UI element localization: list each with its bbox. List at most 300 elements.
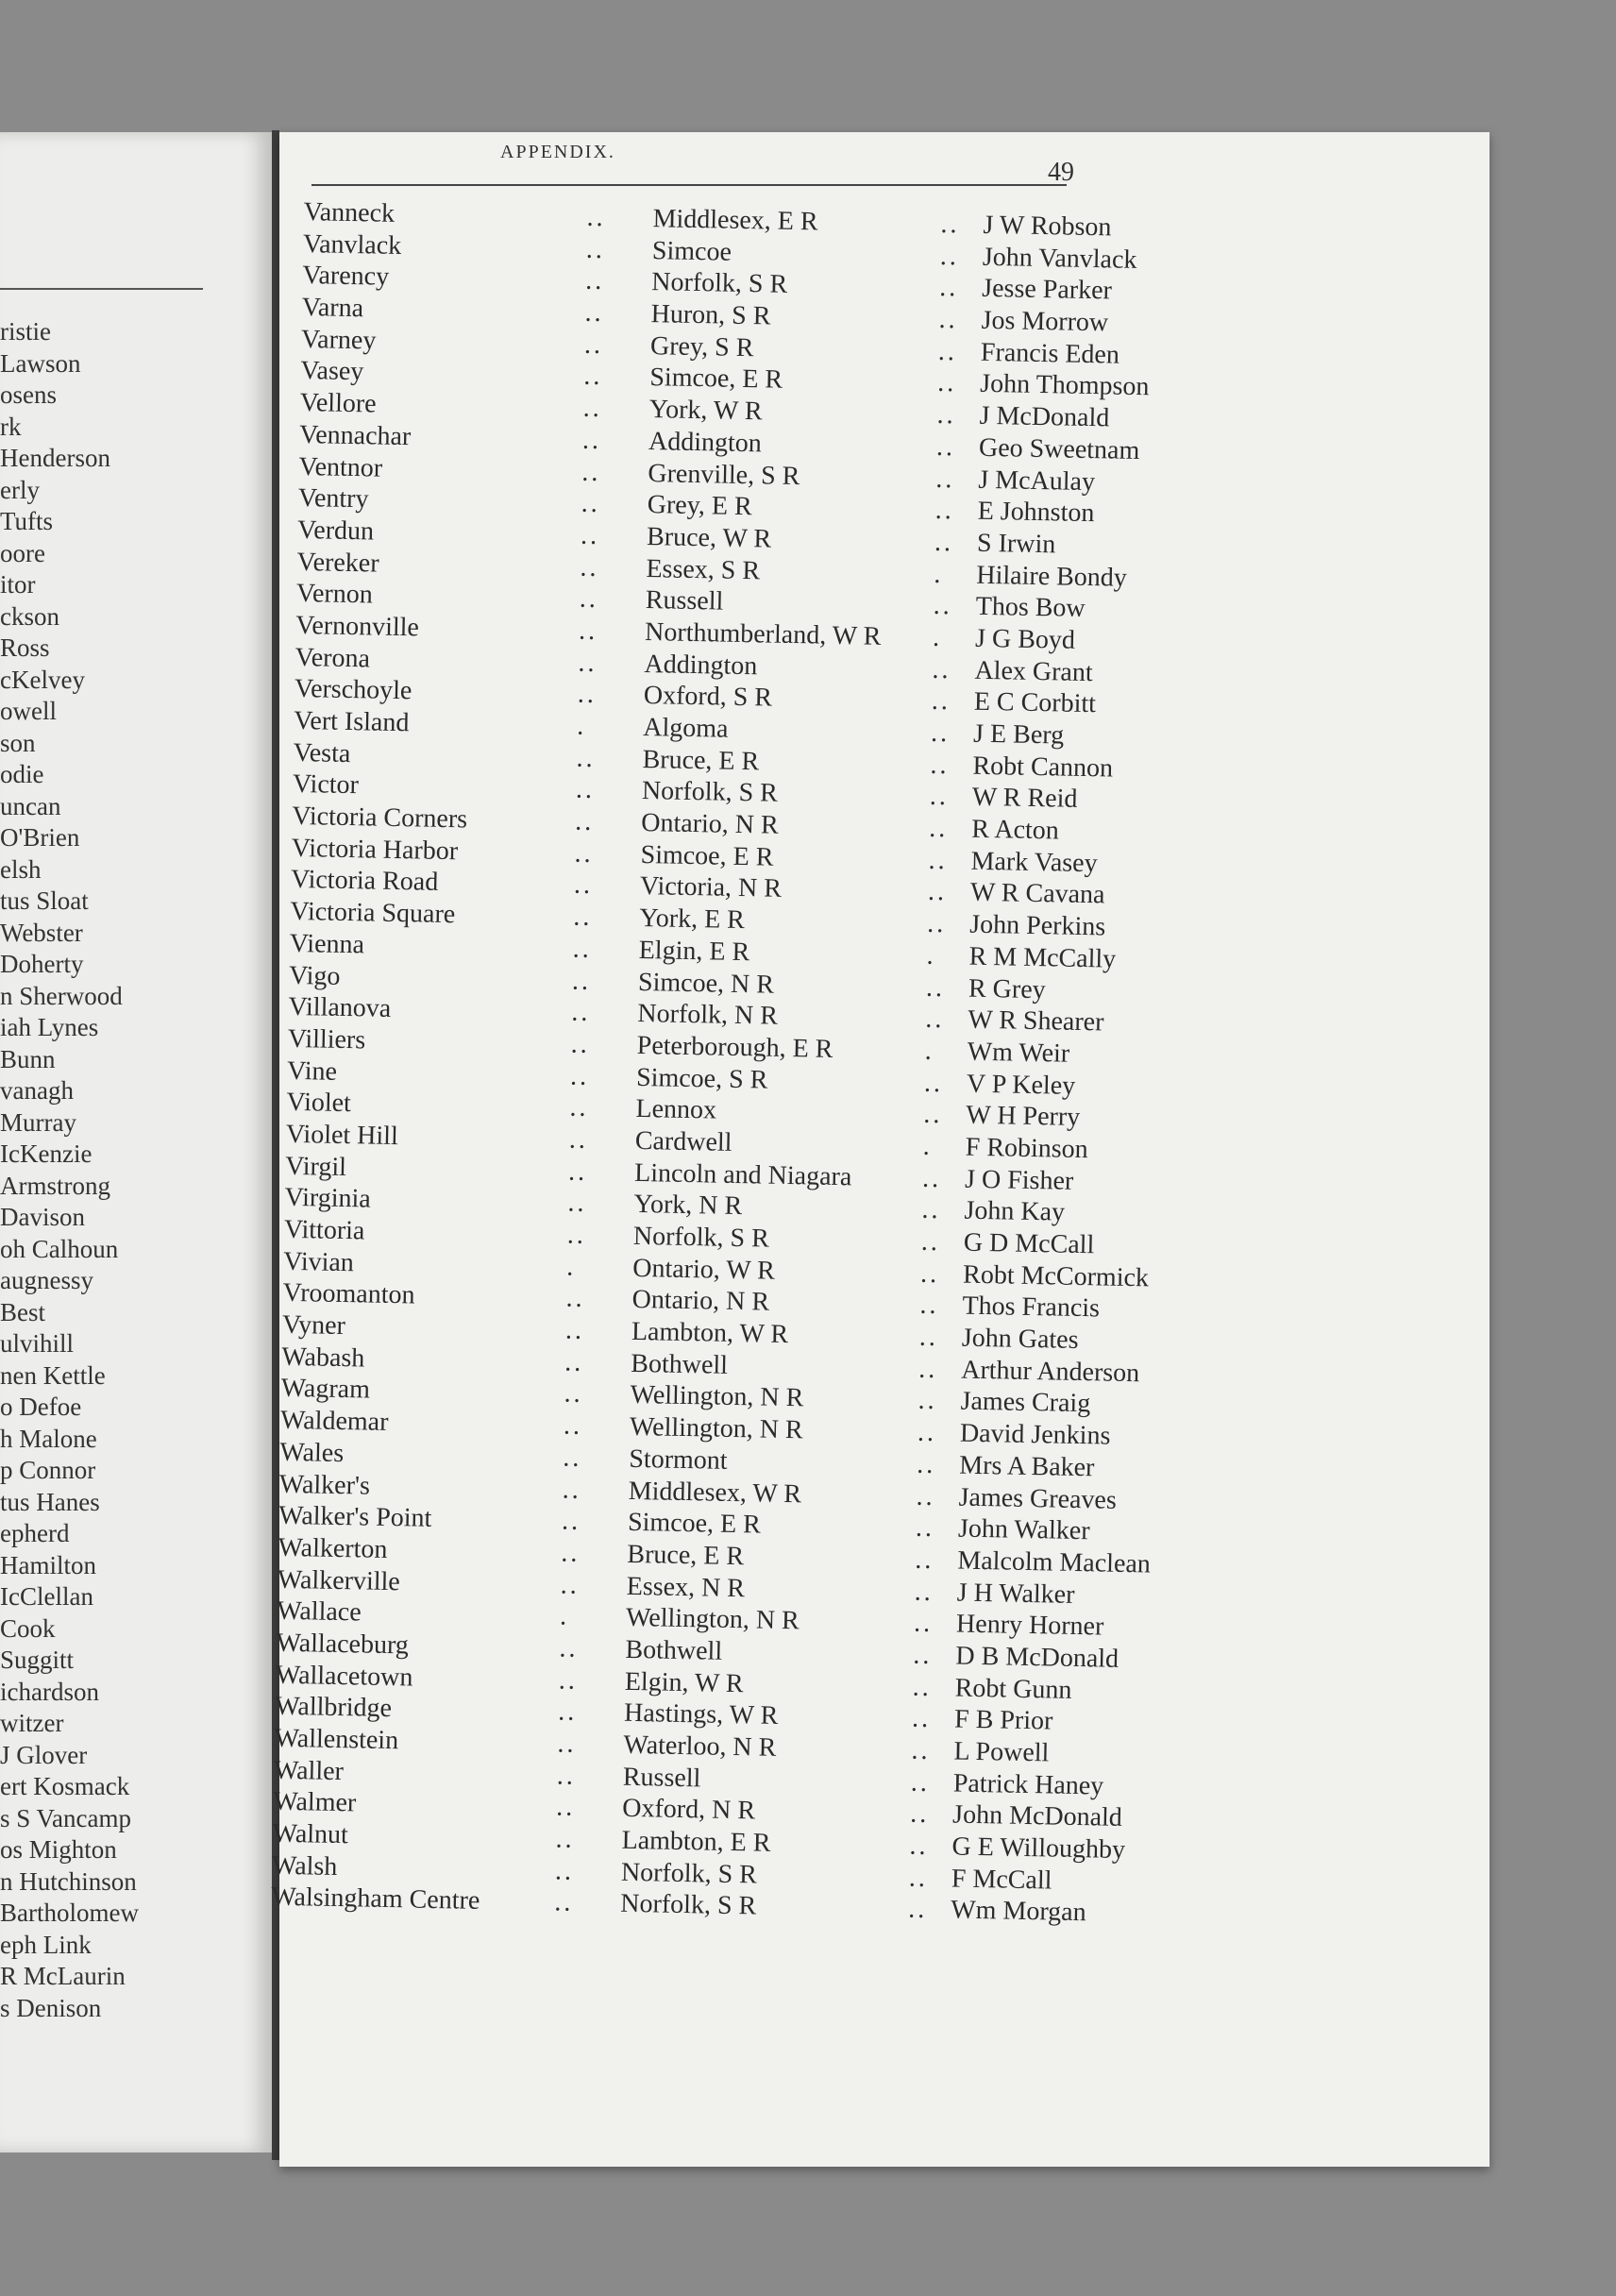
place-name: Walsingham Centre bbox=[271, 1882, 480, 1916]
left-page-fragment: os Mighton bbox=[0, 1835, 117, 1864]
riding-name: Essex, N R bbox=[626, 1571, 746, 1603]
leader-dots: .. bbox=[917, 1386, 937, 1416]
postmaster-name: Arthur Anderson bbox=[960, 1355, 1140, 1388]
postmaster-name: E C Corbitt bbox=[973, 687, 1097, 719]
left-page-fragment: Lawson bbox=[0, 348, 81, 378]
left-page-fragment: s Denison bbox=[0, 1993, 102, 2022]
left-page-fragment: Suggitt bbox=[0, 1646, 75, 1674]
leader-dots: .. bbox=[561, 1538, 581, 1568]
place-name: Wabash bbox=[281, 1342, 365, 1374]
leader-dots: .. bbox=[581, 457, 601, 487]
left-page-fragment: O'Brien bbox=[0, 823, 80, 852]
place-name: Vyner bbox=[281, 1309, 346, 1342]
place-name: Verschoyle bbox=[294, 674, 412, 706]
left-page-fragment: odie bbox=[0, 760, 44, 788]
place-name: Vittoria bbox=[283, 1214, 365, 1246]
leader-dots: .. bbox=[559, 1633, 579, 1663]
place-name: Vigo bbox=[288, 960, 341, 991]
place-name: Vernon bbox=[295, 579, 374, 610]
place-name: Walkerton bbox=[278, 1532, 388, 1564]
place-name: Virginia bbox=[284, 1183, 372, 1214]
leader-dots: .. bbox=[935, 464, 955, 494]
leader-dots: .. bbox=[581, 488, 601, 519]
left-page-fragment: osens bbox=[0, 380, 57, 409]
postmaster-name: Wm Weir bbox=[967, 1037, 1070, 1069]
place-name: Wagram bbox=[280, 1374, 371, 1406]
riding-name: Lincoln and Niagara bbox=[633, 1157, 852, 1191]
left-page-fragment: p Connor bbox=[0, 1456, 96, 1484]
leader-dots: .. bbox=[925, 1004, 945, 1035]
riding-name: Addington bbox=[648, 426, 763, 459]
leader-dots: .. bbox=[915, 1545, 934, 1575]
left-page-fragment: Bartholomew bbox=[0, 1899, 139, 1927]
leader-dots: .. bbox=[927, 877, 948, 907]
leader-dots: .. bbox=[937, 336, 958, 367]
leader-dots: .. bbox=[572, 934, 593, 964]
leader-dots: .. bbox=[930, 750, 950, 780]
leader-dots: .. bbox=[575, 806, 595, 837]
riding-name: Grenville, S R bbox=[648, 458, 800, 491]
leader-dots: .. bbox=[570, 1029, 591, 1059]
leader-dots: .. bbox=[936, 400, 956, 430]
place-name: Victoria Road bbox=[290, 865, 439, 898]
riding-name: Lennox bbox=[635, 1094, 717, 1125]
leader-dots: .. bbox=[908, 1863, 929, 1893]
leader-dots: .. bbox=[928, 845, 948, 875]
leader-dots: .. bbox=[913, 1640, 933, 1670]
postmaster-name: J H Walker bbox=[956, 1578, 1075, 1610]
place-name: Vasey bbox=[300, 356, 364, 387]
page-header: APPENDIX. bbox=[500, 142, 615, 162]
leader-dots: .. bbox=[920, 1226, 941, 1258]
place-name: Wallacetown bbox=[275, 1660, 413, 1693]
leader-dots: .. bbox=[562, 1475, 582, 1505]
postmaster-name: John Perkins bbox=[969, 909, 1106, 942]
leader-dots: .. bbox=[554, 1887, 574, 1918]
leader-dots: .. bbox=[935, 431, 956, 463]
place-name: Waller bbox=[273, 1755, 345, 1786]
leader-dots: .. bbox=[583, 362, 603, 392]
riding-name: Victoria, N R bbox=[639, 871, 783, 904]
riding-name: Bothwell bbox=[625, 1634, 723, 1666]
leader-dots: .. bbox=[914, 1577, 934, 1607]
place-name: Walnut bbox=[272, 1818, 349, 1850]
riding-name: Oxford, S R bbox=[643, 681, 773, 713]
leader-dots: . bbox=[576, 711, 587, 741]
place-name: Varency bbox=[302, 261, 390, 293]
postmaster-name: John Thompson bbox=[980, 369, 1150, 402]
postmaster-name: J McDonald bbox=[979, 400, 1110, 433]
left-page-fragment: oore bbox=[0, 538, 45, 567]
riding-name: Elgin, E R bbox=[638, 935, 750, 968]
left-page-fragment: IcClellan bbox=[0, 1582, 93, 1611]
postmaster-name: J E Berg bbox=[972, 718, 1065, 751]
leader-dots: .. bbox=[580, 520, 600, 550]
riding-name: Cardwell bbox=[634, 1125, 732, 1157]
postmaster-name: R M McCally bbox=[968, 941, 1117, 974]
leader-dots: .. bbox=[561, 1506, 581, 1537]
place-name: Virgil bbox=[284, 1151, 347, 1182]
left-page-fragment: epherd bbox=[0, 1519, 70, 1547]
postmaster-name: Robt Cannon bbox=[972, 751, 1114, 784]
postmaster-name: W R Shearer bbox=[968, 1004, 1104, 1038]
postmaster-name: John McDonald bbox=[951, 1799, 1123, 1833]
leader-dots: .. bbox=[564, 1378, 583, 1410]
postmaster-name: J W Robson bbox=[983, 210, 1112, 243]
leader-dots: .. bbox=[573, 902, 593, 933]
postmaster-name: J O Fisher bbox=[964, 1164, 1074, 1196]
left-page-fragment: owell bbox=[0, 697, 57, 725]
riding-name: Russell bbox=[622, 1762, 701, 1794]
leader-dots: .. bbox=[912, 1672, 933, 1702]
left-page-fragment: R McLaurin bbox=[0, 1962, 126, 1990]
leader-dots: .. bbox=[585, 266, 605, 296]
left-page-fragment: Doherty bbox=[0, 950, 84, 978]
left-page-fragment: augnessy bbox=[0, 1266, 93, 1294]
riding-name: Peterborough, E R bbox=[636, 1030, 833, 1064]
left-page-fragment: Davison bbox=[0, 1203, 85, 1231]
riding-name: Norfolk, S R bbox=[620, 1857, 758, 1890]
leader-dots: .. bbox=[586, 202, 606, 233]
place-name: Vivian bbox=[283, 1246, 355, 1277]
left-page-fragment: nen Kettle bbox=[0, 1360, 106, 1390]
postmaster-name: W H Perry bbox=[966, 1100, 1081, 1133]
left-page-rule bbox=[0, 288, 203, 290]
leader-dots: .. bbox=[560, 1570, 581, 1600]
leader-dots: .. bbox=[555, 1824, 575, 1854]
leader-dots: .. bbox=[573, 870, 594, 901]
postmaster-name: Jesse Parker bbox=[981, 274, 1113, 306]
place-name: Wallace bbox=[276, 1595, 362, 1628]
place-name: Vert Island bbox=[294, 705, 410, 738]
leader-dots: .. bbox=[565, 1283, 585, 1314]
postmaster-name: D B McDonald bbox=[955, 1641, 1119, 1674]
leader-dots: .. bbox=[574, 838, 594, 869]
place-name: Victoria Harbor bbox=[291, 833, 459, 867]
place-name: Vernonville bbox=[295, 610, 420, 643]
leader-dots: .. bbox=[557, 1697, 578, 1728]
place-name: Walsh bbox=[271, 1850, 338, 1882]
riding-name: Algoma bbox=[642, 713, 729, 744]
riding-name: York, N R bbox=[633, 1190, 743, 1222]
leader-dots: .. bbox=[583, 329, 604, 360]
leader-dots: .. bbox=[916, 1481, 935, 1511]
place-name: Vienna bbox=[289, 928, 365, 960]
leader-dots: .. bbox=[567, 1188, 587, 1219]
leader-dots: .. bbox=[563, 1410, 583, 1442]
riding-name: Lambton, E R bbox=[621, 1825, 771, 1858]
riding-name: Middlesex, E R bbox=[652, 204, 818, 237]
leader-dots: . bbox=[926, 940, 936, 971]
leader-dots: .. bbox=[581, 425, 602, 455]
place-name: Varna bbox=[301, 293, 364, 324]
leader-dots: .. bbox=[913, 1608, 934, 1639]
leader-dots: .. bbox=[917, 1354, 938, 1384]
postmaster-name: John Gates bbox=[961, 1323, 1079, 1356]
place-name: Verdun bbox=[296, 515, 375, 547]
postmaster-name: Wm Morgan bbox=[950, 1895, 1086, 1928]
riding-name: Grey, E R bbox=[647, 490, 753, 522]
leader-dots: .. bbox=[917, 1417, 937, 1448]
place-name: Violet bbox=[286, 1088, 352, 1119]
postmaster-name: V P Keley bbox=[966, 1069, 1076, 1101]
leader-dots: . bbox=[934, 559, 944, 589]
riding-name: Simcoe, N R bbox=[637, 967, 775, 1000]
riding-name: Ontario, W R bbox=[631, 1253, 776, 1286]
riding-name: Bothwell bbox=[631, 1348, 729, 1380]
left-page-fragment: Hamilton bbox=[0, 1550, 96, 1579]
place-name: Waldemar bbox=[279, 1405, 389, 1438]
leader-dots: .. bbox=[909, 1831, 929, 1862]
leader-dots: .. bbox=[918, 1322, 939, 1353]
leader-dots: .. bbox=[554, 1856, 575, 1886]
left-page-fragment: IcKenzie bbox=[0, 1140, 93, 1168]
leader-dots: .. bbox=[923, 1068, 944, 1098]
left-page-fragment: ichardson bbox=[0, 1677, 99, 1706]
postmaster-name: G D McCall bbox=[963, 1227, 1095, 1260]
leader-dots: .. bbox=[917, 1449, 936, 1479]
place-name: Vennachar bbox=[298, 419, 412, 452]
left-page-fragment: ckson bbox=[0, 601, 59, 631]
riding-name: Simcoe, E R bbox=[627, 1508, 762, 1540]
leader-dots: .. bbox=[929, 782, 950, 812]
place-name: Vereker bbox=[296, 547, 379, 579]
place-name: Vesta bbox=[293, 737, 351, 768]
riding-name: Norfolk, S R bbox=[651, 267, 788, 300]
leader-dots: .. bbox=[578, 648, 598, 678]
postmaster-name: David Jenkins bbox=[959, 1418, 1111, 1451]
riding-name: Wellington, N R bbox=[629, 1411, 803, 1445]
postmaster-name: J McAulay bbox=[978, 464, 1096, 497]
leader-dots: .. bbox=[566, 1220, 587, 1250]
postmaster-name: Malcolm Maclean bbox=[957, 1545, 1152, 1579]
postmaster-name: Mark Vasey bbox=[970, 846, 1098, 879]
left-page-fragment: iah Lynes bbox=[0, 1013, 99, 1041]
place-name: Ventry bbox=[297, 483, 369, 515]
leader-dots: .. bbox=[940, 209, 960, 240]
left-page-fragment: vanagh bbox=[0, 1076, 74, 1105]
postmaster-name: John Vanvlack bbox=[982, 242, 1137, 275]
left-page-fragment: elsh bbox=[0, 854, 42, 884]
leader-dots: .. bbox=[579, 583, 599, 615]
leader-dots: .. bbox=[939, 241, 960, 272]
riding-name: Essex, S R bbox=[646, 553, 761, 585]
left-page-fragment: tus Sloat bbox=[0, 886, 89, 915]
postmaster-name: W R Reid bbox=[971, 783, 1078, 815]
place-name: Walker's Point bbox=[278, 1500, 432, 1534]
postmaster-name: Mrs A Baker bbox=[959, 1450, 1095, 1483]
postmaster-name: E Johnston bbox=[977, 496, 1095, 529]
postmaster-name: James Greaves bbox=[958, 1482, 1118, 1515]
place-name: Violet Hill bbox=[285, 1119, 399, 1152]
postmaster-name: W R Cavana bbox=[969, 878, 1105, 910]
riding-name: Norfolk, S R bbox=[620, 1889, 757, 1921]
leader-dots: .. bbox=[911, 1703, 932, 1734]
leader-dots: .. bbox=[927, 908, 947, 939]
postmaster-name: Alex Grant bbox=[974, 655, 1093, 687]
place-name: Victoria Corners bbox=[292, 801, 468, 835]
leader-dots: .. bbox=[938, 305, 958, 335]
leader-dots: .. bbox=[925, 972, 946, 1003]
riding-name: Elgin, W R bbox=[624, 1666, 744, 1698]
place-name: Verona bbox=[295, 642, 371, 674]
left-page-fragment: Cook bbox=[0, 1613, 56, 1643]
leader-dots: .. bbox=[911, 1735, 931, 1766]
riding-name: Waterloo, N R bbox=[623, 1730, 777, 1763]
place-name: Victoria Square bbox=[290, 896, 456, 930]
riding-name: Norfolk, S R bbox=[641, 776, 779, 809]
postmaster-name: James Craig bbox=[960, 1387, 1091, 1419]
left-page-fragment: Best bbox=[0, 1297, 46, 1326]
postmaster-name: John Kay bbox=[964, 1195, 1066, 1227]
leader-dots: .. bbox=[571, 997, 591, 1028]
left-page-fragment: Henderson bbox=[0, 444, 110, 472]
leader-dots: .. bbox=[931, 686, 951, 717]
leader-dots: .. bbox=[564, 1315, 585, 1345]
leader-dots: .. bbox=[557, 1729, 577, 1759]
postmaster-name: Thos Bow bbox=[975, 591, 1086, 624]
riding-name: Simcoe, E R bbox=[640, 839, 774, 872]
left-page-fragment: h Malone bbox=[0, 1424, 97, 1453]
place-name: Walker's bbox=[278, 1469, 371, 1501]
place-name: Vellore bbox=[299, 388, 377, 419]
leader-dots: .. bbox=[934, 527, 954, 558]
postmaster-name: Robt McCormick bbox=[962, 1259, 1150, 1293]
leader-dots: .. bbox=[910, 1767, 931, 1798]
postmaster-name: J G Boyd bbox=[974, 623, 1076, 655]
leader-dots: .. bbox=[584, 297, 604, 329]
postmaster-name: R Grey bbox=[968, 973, 1046, 1004]
leader-dots: .. bbox=[558, 1665, 579, 1696]
riding-name: Lambton, W R bbox=[631, 1316, 789, 1350]
place-name: Vroomanton bbox=[282, 1278, 415, 1310]
left-page-name-list bbox=[0, 316, 272, 2024]
riding-name: Norfolk, N R bbox=[637, 999, 779, 1031]
place-name: Wallbridge bbox=[274, 1692, 393, 1724]
left-page-fragment: ristie bbox=[0, 317, 51, 346]
riding-name: Stormont bbox=[629, 1443, 728, 1476]
leader-dots: .. bbox=[569, 1092, 589, 1123]
left-page-fragment: son bbox=[0, 728, 36, 757]
postmaster-name: John Walker bbox=[957, 1513, 1090, 1546]
riding-name: Bruce, W R bbox=[646, 521, 772, 554]
leader-dots: . bbox=[932, 622, 943, 653]
left-page-fragment: Bunn bbox=[0, 1044, 56, 1073]
left-page-fragment: uncan bbox=[0, 791, 61, 820]
postmaster-name: Thos Francis bbox=[962, 1291, 1101, 1324]
postmaster-name: Robt Gunn bbox=[954, 1673, 1072, 1705]
riding-name: Simcoe, S R bbox=[635, 1062, 768, 1095]
postmaster-name: F B Prior bbox=[953, 1704, 1053, 1736]
leader-dots: .. bbox=[919, 1258, 940, 1289]
leader-dots: .. bbox=[577, 679, 598, 710]
leader-dots: .. bbox=[585, 234, 606, 264]
place-name: Vanneck bbox=[303, 196, 396, 228]
riding-name: Huron, S R bbox=[650, 299, 771, 331]
riding-name: Simcoe bbox=[651, 235, 732, 267]
postmaster-name: Francis Eden bbox=[980, 337, 1120, 370]
leader-dots: .. bbox=[568, 1124, 589, 1155]
place-name: Victor bbox=[292, 769, 360, 801]
place-name: Villanova bbox=[288, 992, 392, 1024]
postmaster-name: Geo Sweetnam bbox=[978, 432, 1140, 465]
leader-dots: .. bbox=[556, 1761, 577, 1791]
riding-name: Addington bbox=[644, 649, 758, 681]
left-page-fragment: cKelvey bbox=[0, 665, 85, 694]
riding-name: Wellington, N R bbox=[630, 1380, 804, 1413]
postmaster-name: F McCall bbox=[951, 1864, 1052, 1896]
leader-dots: .. bbox=[937, 368, 957, 398]
left-page-fragment: Webster bbox=[0, 918, 83, 947]
left-page-fragment: ert Kosmack bbox=[0, 1772, 130, 1800]
leader-dots: .. bbox=[582, 393, 603, 424]
riding-name: Oxford, N R bbox=[621, 1794, 756, 1826]
place-name: Varney bbox=[300, 324, 377, 356]
place-name: Vanvlack bbox=[302, 228, 402, 261]
leader-dots: .. bbox=[575, 775, 596, 805]
left-page-fragment: Tufts bbox=[0, 507, 54, 535]
leader-dots: .. bbox=[919, 1291, 939, 1321]
left-page-fragment: Murray bbox=[0, 1107, 76, 1137]
riding-name: Bruce, E R bbox=[642, 744, 760, 777]
left-page-fragment: o Defoe bbox=[0, 1393, 82, 1421]
leader-dots: . bbox=[924, 1036, 935, 1066]
postmaster-name: S Irwin bbox=[976, 528, 1056, 560]
left-page-fragment: n Hutchinson bbox=[0, 1866, 137, 1896]
leader-dots: .. bbox=[576, 743, 596, 773]
postmaster-name: L Powell bbox=[953, 1736, 1050, 1768]
header-rule bbox=[311, 184, 1067, 186]
left-page-fragment: Ross bbox=[0, 633, 50, 662]
left-page-fragment: ulvihill bbox=[0, 1329, 75, 1358]
leader-dots: .. bbox=[571, 966, 592, 996]
leader-dots: .. bbox=[909, 1799, 930, 1830]
riding-name: Middlesex, W R bbox=[628, 1476, 802, 1509]
leader-dots: .. bbox=[569, 1061, 590, 1091]
leader-dots: .. bbox=[928, 813, 949, 844]
riding-name: York, W R bbox=[648, 395, 763, 427]
leader-dots: .. bbox=[567, 1156, 588, 1187]
left-page bbox=[0, 132, 272, 2152]
leader-dots: .. bbox=[932, 654, 951, 684]
place-name: Wales bbox=[279, 1437, 345, 1468]
leader-dots: .. bbox=[563, 1443, 582, 1473]
leader-dots: .. bbox=[564, 1347, 584, 1377]
place-name: Wallaceburg bbox=[276, 1628, 410, 1661]
place-name: Ventnor bbox=[298, 451, 383, 483]
leader-dots: .. bbox=[921, 1163, 942, 1193]
leader-dots: . bbox=[559, 1601, 570, 1631]
riding-name: Bruce, E R bbox=[627, 1539, 745, 1572]
page-number: 49 bbox=[1048, 158, 1074, 187]
place-name: Villiers bbox=[287, 1023, 366, 1055]
postmaster-name: F Robinson bbox=[965, 1132, 1089, 1165]
leader-dots: .. bbox=[930, 718, 951, 749]
left-page-fragment: tus Hanes bbox=[0, 1487, 100, 1516]
place-name: Vine bbox=[286, 1055, 338, 1087]
leader-dots: .. bbox=[580, 552, 599, 582]
riding-name: Grey, S R bbox=[649, 330, 754, 363]
place-name: Walmer bbox=[273, 1787, 357, 1818]
riding-name: Norfolk, S R bbox=[632, 1221, 770, 1254]
riding-name: York, E R bbox=[639, 903, 746, 936]
left-page-fragment: eph Link bbox=[0, 1930, 92, 1959]
post-office-list bbox=[271, 196, 1248, 1932]
riding-name: Ontario, N R bbox=[631, 1285, 770, 1318]
riding-name: Russell bbox=[645, 585, 724, 616]
postmaster-name: Jos Morrow bbox=[981, 305, 1109, 338]
leader-dots: .. bbox=[934, 496, 955, 526]
